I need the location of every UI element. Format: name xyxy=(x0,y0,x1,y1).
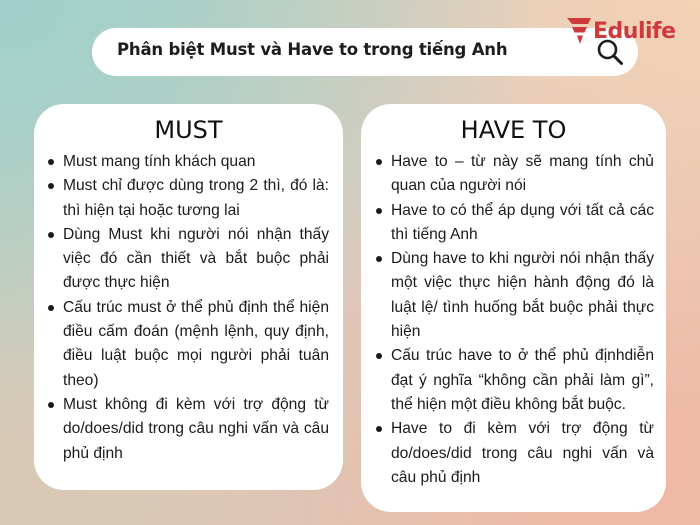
must-heading: MUST xyxy=(154,116,223,144)
list-item: Must chỉ được dùng trong 2 thì, đó là: thì hiện tại hoặc tương lai xyxy=(45,174,329,223)
edulife-logo-icon xyxy=(566,17,592,45)
list-item: Must không đi kèm với trợ động từ do/does/did trong câu nghi vấn và câu phủ định xyxy=(45,393,329,466)
must-card xyxy=(34,104,343,490)
list-item: Dùng have to khi người nói nhận thấy một việc thực hiện hành động đó là luật lệ/ tình huống bắt buộc phải thực hiện xyxy=(373,247,654,344)
list-item: Cấu trúc must ở thể phủ định thể hiện điều cấm đoán (mệnh lệnh, quy định, điều luật buộc mọi người phải tuân theo) xyxy=(45,296,329,393)
brand-name: Edulife xyxy=(593,18,676,44)
list-item: Have to đi kèm với trợ động từ do/does/did trong câu nghi vấn và câu phủ định xyxy=(373,417,654,490)
list-item: Have to có thể áp dụng với tất cả các thì tiếng Anh xyxy=(373,199,654,248)
list-item: Must mang tính khách quan xyxy=(45,150,329,174)
have-to-heading: HAVE TO xyxy=(460,116,567,144)
must-list xyxy=(45,150,329,466)
page-title: Phân biệt Must và Have to trong tiếng Anh xyxy=(117,40,508,59)
title-bar xyxy=(92,28,638,76)
list-item: Dùng Must khi người nói nhận thấy việc đó cần thiết và bắt buộc phải được thực hiện xyxy=(45,223,329,296)
have-to-card xyxy=(361,104,666,512)
list-item: Cấu trúc have to ở thể phủ địnhdiễn đạt ý nghĩa “không cần phải làm gì”, thể hiện một điều không bắt buộc. xyxy=(373,344,654,417)
list-item: Have to – từ này sẽ mang tính chủ quan của người nói xyxy=(373,150,654,199)
have-to-list xyxy=(373,150,654,490)
brand xyxy=(566,16,676,46)
